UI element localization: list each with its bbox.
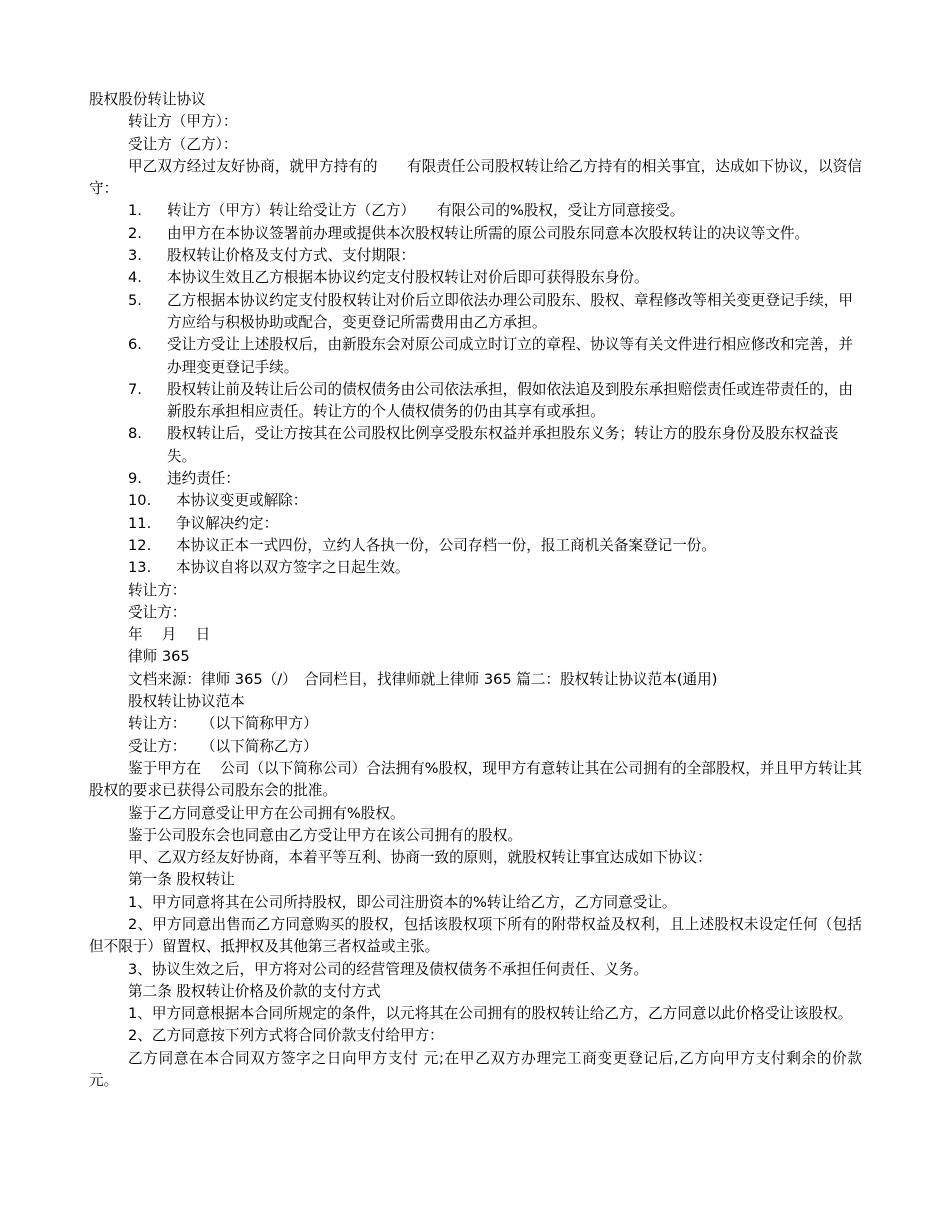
clause-number: 7. <box>128 380 142 398</box>
section-title: 股权转让协议范本 <box>128 693 245 711</box>
clause-text: 由甲方在本协议签署前办理或提供本次股权转让所需的原公司股东同意本次股权转让的决议等文件。 <box>167 224 810 242</box>
clause-item <box>128 290 862 335</box>
clause-number: 13. <box>128 559 152 577</box>
party-a-line-2: 转让方： （以下简称甲方） <box>128 715 318 733</box>
clause-item <box>128 334 862 379</box>
clause-number: 3. <box>128 247 142 265</box>
signature-party-a: 转让方： <box>128 581 187 599</box>
clause-number: 2. <box>128 224 142 242</box>
clause-item <box>128 490 862 512</box>
clause-text: 本协议正本一式四份，立约人各执一份，公司存档一份，报工商机关备案登记一份。 <box>176 536 716 554</box>
party-b-line-2: 受让方： （以下简称乙方） <box>128 737 318 755</box>
clause-text: 本协议生效且乙方根据本协议约定支付股权转让对价后即可获得股东身份。 <box>167 269 649 287</box>
clause-text: 争议解决约定： <box>176 514 279 532</box>
party-b-line: 受让方（乙方）： <box>128 135 238 153</box>
clause-item <box>128 200 862 222</box>
whereas-paragraph-2: 鉴于乙方同意受让甲方在公司拥有%股权。 <box>128 804 405 822</box>
source-line: 文档来源：律师 365（/） 合同栏目，找律师就上律师 365 篇二：股权转让协议范本(通用) <box>128 670 718 688</box>
article-1-clause-3: 3、协议生效之后，甲方将对公司的经营管理及债权债务不承担任何责任、义务。 <box>128 960 649 978</box>
article-2-clause-2: 2、乙方同意按下列方式将合同价款支付给甲方： <box>128 1027 444 1045</box>
clause-text: 股权转让价格及支付方式、支付期限： <box>167 247 416 265</box>
clause-text: 转让方（甲方）转让给受让方（乙方） 有限公司的%股权，受让方同意接受。 <box>167 202 685 220</box>
clause-text: 违约责任： <box>167 470 240 488</box>
whereas-paragraph-1: 鉴于甲方在 公司（以下简称公司）合法拥有%股权，现甲方有意转让其在公司拥有的全部股权，并且甲方转让其股权的要求已获得公司股东会的批准。 <box>89 759 862 800</box>
clause-number: 8. <box>128 425 142 443</box>
clause-number: 11. <box>128 514 152 532</box>
clause-item <box>128 535 862 557</box>
whereas-paragraph-3: 鉴于公司股东会也同意由乙方受让甲方在该公司拥有的股权。 <box>128 826 523 844</box>
lawyer-line: 律师 365 <box>128 648 190 666</box>
clause-number: 5. <box>128 291 142 309</box>
clause-item <box>128 267 862 289</box>
intro-paragraph: 甲乙双方经过友好协商，就甲方持有的 有限责任公司股权转让给乙方持有的相关事宜，达成如下协议，以资信守： <box>89 157 862 198</box>
clause-number: 1. <box>128 202 142 220</box>
clause-text: 本协议变更或解除： <box>176 492 308 510</box>
signature-party-b: 受让方： <box>128 603 187 621</box>
clause-item <box>128 379 862 424</box>
clause-item <box>128 557 862 579</box>
clause-item <box>128 245 862 267</box>
clause-number: 10. <box>128 492 152 510</box>
clause-item <box>128 468 862 490</box>
clause-number: 6. <box>128 336 142 354</box>
clause-item <box>128 423 862 468</box>
article-1-heading: 第一条 股权转让 <box>128 871 235 889</box>
article-1-clause-2: 2、甲方同意出售而乙方同意购买的股权，包括该股权项下所有的附带权益及权利，且上述股权未设定任何（包括但不限于）留置权、抵押权及其他第三者权益或主张。 <box>89 915 862 956</box>
article-2-clause-3: 乙方同意在本合同双方签字之日向甲方支付 元;在甲乙双方办理完工商变更登记后,乙方向甲方支付剩余的价款 元。 <box>89 1049 882 1090</box>
article-2-clause-1: 1、甲方同意根据本合同所规定的条件，以元将其在公司拥有的股权转让给乙方，乙方同意以此价格受让该股权。 <box>128 1005 853 1023</box>
clause-text: 股权转让前及转让后公司的债权债务由公司依法承担，假如依法追及到股东承担赔偿责任或连带责任的，由新股东承担相应责任。转让方的个人债权债务的仍由其享有或承担。 <box>167 380 853 421</box>
clause-text: 受让方受让上述股权后，由新股东会对原公司成立时订立的章程、协议等有关文件进行相应修改和完善，并办理变更登记手续。 <box>167 336 853 376</box>
agreement-paragraph: 甲、乙双方经友好协商，本着平等互利、协商一致的原则，就股权转让事宜达成如下协议： <box>128 849 712 867</box>
clause-text: 本协议自将以双方签字之日起生效。 <box>176 559 410 577</box>
clause-item <box>128 513 862 535</box>
clause-text: 股权转让后，受让方按其在公司股权比例享受股东权益并承担股东义务；转让方的股东身份及股东权益丧失。 <box>167 425 839 465</box>
clause-text: 乙方根据本协议约定支付股权转让对价后立即依法办理公司股东、股权、章程修改等相关变更登记手续，甲方应给与积极协助或配合，变更登记所需费用由乙方承担。 <box>167 291 853 331</box>
article-2-heading: 第二条 股权转让价格及价款的支付方式 <box>128 982 381 1000</box>
clause-item <box>128 223 862 245</box>
article-1-clause-1: 1、甲方同意将其在公司所持股权，即公司注册资本的%转让给乙方，乙方同意受让。 <box>128 893 677 911</box>
clause-number: 4. <box>128 269 142 287</box>
clause-number: 9. <box>128 470 142 488</box>
party-a-line: 转让方（甲方）： <box>128 113 238 131</box>
clause-number: 12. <box>128 536 152 554</box>
document-title: 股权股份转让协议 <box>89 91 206 108</box>
date-line: 年 月 日 <box>128 626 211 644</box>
